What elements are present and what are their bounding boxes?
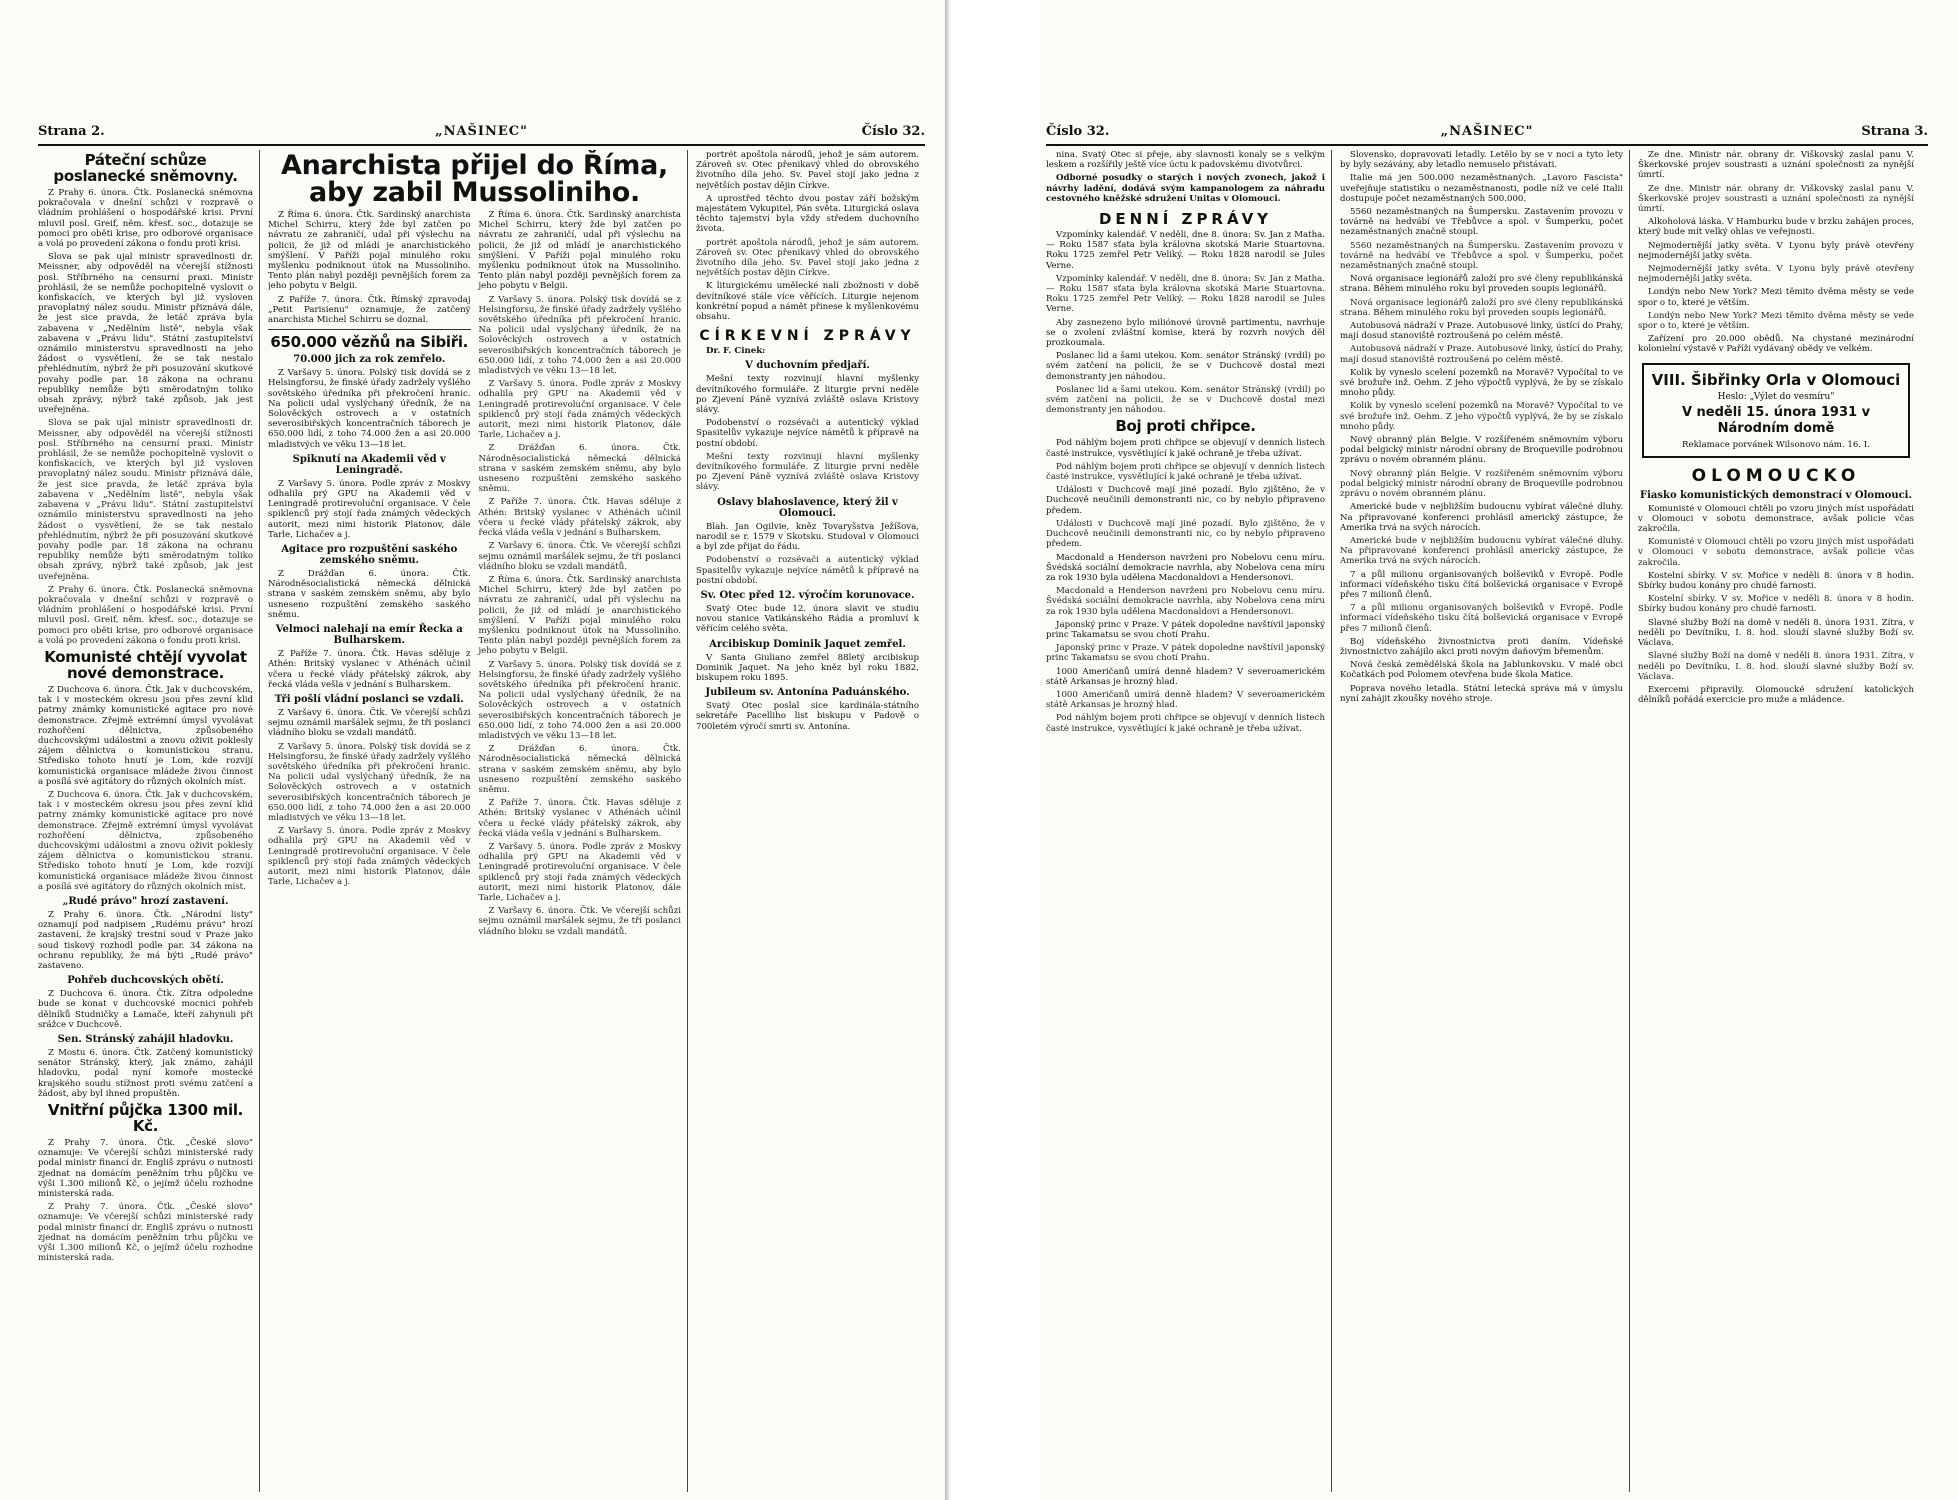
article-paragraph: Londýn nebo New York? Mezi těmito dvěma městy se vede spor o to, které je větším. <box>1638 287 1914 308</box>
article-subheadline: Arcibiskup Dominik Jaquet zemřel. <box>709 638 906 650</box>
article-paragraph: Z Říma 6. února. Čtk. Sardinský anarchista Michel Schirru, který žde byl zatčen po návratu ze zahraničí, udal při výslechu na policii, že již od mládí je anarchistického smýšlení. V Paříži pojal minulého roku myšlenku podniknout útok na Mussoliniho. Tento plán nabyl později pevnějších forem za jeho pobytu v Belgii. <box>268 210 471 292</box>
article-paragraph: Poslanec lid a šami utekou. Kom. senátor Stránský (vrdil) po svém zatčení na policii, že se v Duchcově dostal mezi demonstranty jen náhodou. <box>1046 384 1325 416</box>
article-paragraph: 7 a půl milionu organisovaných bolševiků v Evropě. Podle informací vídeňského tisku čítá bolševická organisace v Evropě přes 7 milionů členů. <box>1340 603 1623 634</box>
page-fold-shadow <box>945 0 951 1500</box>
article-subheadline: Velmoci nalehají na emír Řecka a Bulharskem. <box>275 624 463 647</box>
left-col-3 <box>696 150 925 1492</box>
article-paragraph: Kostelní sbírky. V sv. Mořice v neděli 8. února v 8 hodin. Sbírky budou konány pro chudé farnosti. <box>1638 570 1914 592</box>
article-paragraph: Z Varšavy 6. února. Čtk. Ve včerejší schůzi sejmu oznámil maršálek sejmu, že tři poslanci vládního bloku se vzdali mandátů. <box>478 906 681 937</box>
article-paragraph: Mešní texty rozvinují hlavní myšlenky devítníkového formuláře. Z liturgie první neděle po Zjevení Páně vyznívá zvláště oslava Kristovy slávy. <box>696 374 919 416</box>
article-paragraph: Kolik by vyneslo scelení pozemků na Moravě? Vypočítal to ve své brožuře inž. Oehm. Z jeho výpočtů vyplývá, že by se získalo mnoho půdy. <box>1340 401 1623 432</box>
article-paragraph: Alkoholová láska. V Hamburku bude v brzku zahájen proces, který bude mít velký ohlas ve veřejnosti. <box>1638 217 1914 238</box>
article-paragraph: Z Drážďan 6. února. Čtk. Národněsocialistická německá dělnická strana v saském zemském sněmu, aby bylo usneseno rozpuštění zemského saského sněmu. <box>268 569 471 620</box>
left-issue-number: Číslo 32. <box>861 124 925 139</box>
sub-column <box>268 210 471 940</box>
article-paragraph: Nejmodernější jatky světa. V Lyonu byly právě otevřeny nejmodernější jatky světa. <box>1638 240 1914 261</box>
article-paragraph: Podobenství o rozsévači a autentický výklad Spasitelův vykazuje nejvíce námětů k přípravě na postní období. <box>696 555 919 586</box>
article-paragraph: Americké bude v nejbližším budoucnu vybírat válečné dluhy. Na připravované konferenci prohlásil americký zástupce, že Amerika trvá na svých nárocích. <box>1340 502 1623 533</box>
lead-headline: Anarchista přijel do Říma, aby zabil Mussoliniho. <box>281 150 668 208</box>
article-paragraph: Macdonald a Henderson navrženi pro Nobelovu cenu míru. Švédská sociální demokracie navrhla, aby Nobelova cena míru za rok 1930 byla udělena Macdonaldovi a Hendersonovi. <box>1046 552 1325 583</box>
article-paragraph: Odborné posudky o starých i nových zvonech, jakož i návrhy ladění, dodává svým kampanologem za náhradu cestovného kněžské sdružení Unitas v Olomouci. <box>1046 173 1325 204</box>
article-paragraph: Události v Duchcově mají jiné pozadí. Bylo zjištěno, že v Duchcově neučinili demonstranti nic, co by nebylo připraveno předem. <box>1046 518 1325 550</box>
article-paragraph: Blah. Jan Ogilvie, kněz Tovaryšstva Ježíšova, narodil se r. 1579 v Skotsku. Studoval v Olomouci a byl zde přijat do řádu. <box>696 521 919 553</box>
article-paragraph: Z Varšavy 5. února. Podle zpráv z Moskvy odhalila prý GPU na Akademii věd v Leningradě protirevoluční organisace. V čele spiklenců prý stojí řada známých vědeckých autorit, mezi nimi historik Platonov, dále Tarle, Lichačev a j. <box>478 841 681 903</box>
page-gutter <box>945 0 1040 1500</box>
article-paragraph: Pod náhlým bojem proti chřipce se objevují v denních listech časté instrukce, vysvětlující k jaké ochraně je třeba užívat. <box>1046 713 1325 734</box>
article-paragraph: Z Varšavy 5. února. Polský tisk dovídá se z Helsingforsu, že finské úřady zadržely vyšlého sovětského úředníka při překročení hranic. Na policii udal vyslýchaný úředník, že na Solověckých ostrovech a v ostatních severosibiřských koncentračních táborech je 650.000 lidí, z toho 74.000 žen a asi 20.000 mladistvých ve věku 13—18 let. <box>268 368 471 450</box>
article-paragraph: Z Prahy 6. února. Čtk. „Národní listy" oznamují pod nadpisem „Rudému právu" hrozí zastavení, že krajský trestní soud v Praze jako soud tiskový rozhodl podle par. 34 zákona na ochranu republiky, že má býti „Rudé právo" zastaveno. <box>38 910 253 972</box>
article-paragraph: 5560 nezaměstnaných na Šumpersku. Zastavením provozu v továrně na hedvábí ve Třebůvce a spol. v Šumperku, počet nezaměstnaných značně stoupl. <box>1340 207 1623 238</box>
article-paragraph: Z Varšavy 6. února. Čtk. Ve včerejší schůzi sejmu oznámil maršálek sejmu, že tři poslanci vládního bloku se vzdali mandátů. <box>478 541 681 572</box>
article-paragraph: 7 a půl milionu organisovaných bolševiků v Evropě. Podle informací vídeňského tisku čítá bolševická organisace v Evropě přes 7 milionů členů. <box>1340 569 1623 600</box>
article-paragraph: Slova se pak ujal ministr spravedlnosti dr. Meissner, aby odpověděl na včerejší stížnosti posl. Stříbrného na censurní praxi. Ministr prohlásil, že se nemůže pochopitelně vyslovit o konfiskacích, ve kterých byl již vysloven pravoplatný nález soudu. Ministr přiznává dále, že jest sice pravda, že letáč zpráva byla zabavena v „Nedělním listě", nebyla však zabavena v „Právu lidu". Státní zastupitelství oznámilo ministerstvu spravedlnosti na jeho žádost o vysvětlení, že se tak nestalo přehlédnutím, nýbrž že při posuzování skutkové povahy podle par. 18 zákona na ochranu republiky nemůže býti směrodatným toliko obsah zprávy, nýbrž také způsob, jak jest uveřejněna. <box>38 418 253 582</box>
section-title-daily-news: DENNÍ ZPRÁVY <box>1098 210 1273 229</box>
article-paragraph: Macdonald a Henderson navrženi pro Nobelovu cenu míru. Švédská sociální demokracie navrhla, aby Nobelova cena míru za rok 1930 byla udělena Macdonaldovi a Hendersonovi. <box>1046 586 1325 617</box>
article-paragraph: Z Paříže 7. února. Čtk. Havas sděluje z Athén: Britský vyslanec v Athénách učinil včera u řecké vlády přátelský zákrok, aby řecká vláda vešla v jednání s Bulharskem. <box>478 798 681 839</box>
article-paragraph: Mešní texty rozvinují hlavní myšlenky devítníkového formuláře. Z liturgie první neděle po Zjevení Páně vyznívá zvláště oslava Kristovy slávy. <box>696 451 919 493</box>
article-subheadline: 70.000 jich za rok zemřelo. <box>293 354 446 366</box>
divider <box>268 329 471 330</box>
article-paragraph: Kostelní sbírky. V sv. Mořice v neděli 8. února v 8 hodin. Sbírky budou konány pro chudé farnosti. <box>1638 594 1914 615</box>
article-paragraph: Slavné služby Boží na domě v neděli 8. února 1931. Zítra, v neděli po Devítníku, I. 8. hod. slouží slavné služby Boží sv. Václava. <box>1638 617 1914 649</box>
article-paragraph: Z Prahy 6. února. Čtk. Poslanecká sněmovna pokračovala v dnešní schůzi v rozpravě o vládním prohlášení o hospodářské krisi. První mluvil posl. Greif, něm. křesť. soc., dotazuje se pomoci pro oběti krise, pro odborové organisace a volá po provedení zákona o fondu proti krisi. <box>38 584 253 646</box>
article-headline: Boj proti chřipce. <box>1115 417 1256 436</box>
article-paragraph: Japonský princ v Praze. V pátek dopoledne navštívil japonský princ Takamatsu se svou chotí Prahu. <box>1046 619 1325 640</box>
article-paragraph: Nová organisace legionářů založí pro své členy republikánská strana. Během minulého roku byl proveden soupis legionářů. <box>1340 274 1623 295</box>
article-paragraph: Z Varšavy 5. února. Polský tisk dovídá se z Helsingforsu, že finské úřady zadržely vyšlého sovětského úředníka při překročení hranic. Na policii udal vyslýchaný úředník, že na Solověckých ostrovech a v ostatních severosibiřských koncentračních táborech je 650.000 lidí, z toho 74.000 žen a asi 20.000 mladistvých ve věku 13—18 let. <box>478 659 681 741</box>
article-paragraph: Autobusová nádraží v Praze. Autobusové linky, ústící do Prahy, mají dosud stanoviště roztroušená po celém městě. <box>1340 344 1623 365</box>
article-paragraph: Z Varšavy 5. února. Polský tisk dovídá se z Helsingforsu, že finské úřady zadržely vyšlého sovětského úředníka při překročení hranic. Na policii udal vyslýchaný úředník, že na Solověckých ostrovech a v ostatních severosibiřských koncentračních táborech je 650.000 lidí, z toho 74.000 žen a asi 20.000 mladistvých ve věku 13—18 let. <box>268 741 471 823</box>
article-paragraph: Z Drážďan 6. února. Čtk. Národněsocialistická německá dělnická strana v saském zemském sněmu, aby bylo usneseno rozpuštění zemského saského sněmu. <box>478 744 681 795</box>
article-paragraph: Zařízení pro 20.000 obědů. Na chystané mezinárodní kolonielní výstavě v Paříži vydávaný obědy ve velkém. <box>1638 334 1914 355</box>
left-masthead-title: „NAŠINEC" <box>435 124 528 139</box>
article-paragraph: Z Varšavy 5. února. Podle zpráv z Moskvy odhalila prý GPU na Akademii věd v Leningradě protirevoluční organisace. V čele spiklenců prý stojí řada známých vědeckých autorit, mezi nimi historik Platonov, dále Tarle, Lichačev a j. <box>268 478 471 540</box>
left-columns <box>38 150 933 1492</box>
right-issue-number: Číslo 32. <box>1046 124 1110 139</box>
article-paragraph: Boj vídeňského živnostnictva proti daním. Vídeňské živnostnictvo zahájilo akci proti novým daňovým břemenům. <box>1340 636 1623 657</box>
article-subheadline: Pohřeb duchcovských obětí. <box>67 975 224 987</box>
event-advertisement-box <box>1642 363 1910 458</box>
article-paragraph: V Santa Giuliano zemřel 88letý arcibiskup Dominik Jaquet. Na jeho kněz byl roku 1882, biskupem roku 1895. <box>696 652 919 683</box>
article-paragraph: Z Duchcova 6. února. Čtk. Zítra odpoledne bude se konat v duchcovské mocnici pohřeb dělníků Studničky a Lamače, kteří zahynuli při srážce v Duchcově. <box>38 989 253 1030</box>
article-subheadline: Sv. Otec před 12. výročím korunovace. <box>700 589 915 601</box>
article-paragraph: Londýn nebo New York? Mezi těmito dvěma městy se vede spor o to, které je větším. <box>1638 310 1914 332</box>
article-paragraph: Z Varšavy 5. února. Polský tisk dovídá se z Helsingforsu, že finské úřady zadržely vyšlého sovětského úředníka při překročení hranic. Na policii udal vyslýchaný úředník, že na Solověckých ostrovech a v ostatních severosibiřských koncentračních táborech je 650.000 lidí, z toho 74.000 žen a asi 20.000 mladistvých ve věku 13—18 let. <box>478 294 681 377</box>
ad-title: VIII. Šibřinky Orla v Olomouci <box>1651 370 1901 389</box>
article-paragraph: Svatý Otec bude 12. února slavit ve studiu novou stanice Vatikánského Rádia a promluví k věřícím celého světa. <box>696 603 919 635</box>
ad-footer: Reklamace porvánek Wilsonovo nám. 16. I. <box>1682 439 1870 450</box>
left-newspaper-page <box>0 0 945 1500</box>
article-paragraph: Ze dne. Ministr nár. obrany dr. Viškovský zaslal panu V. Škerkovské projev soustrasti a uznání společnosti za nynější úmrtí. <box>1638 183 1914 215</box>
article-paragraph: Kolik by vyneslo scelení pozemků na Moravě? Vypočítal to ve své brožuře inž. Oehm. Z jeho výpočtů vyplývá, že by se získalo mnoho půdy. <box>1340 367 1623 399</box>
article-paragraph: Italie má jen 500.000 nezaměstnaných. „Lavoro Fascista" uveřejňuje statistiku o nezaměstnanosti, podle níž ve celé Italii dostupuje počet nezaměstnaných 500.000. <box>1340 173 1623 204</box>
article-paragraph: Z Říma 6. února. Čtk. Sardinský anarchista Michel Schirru, který žde byl zatčen po návratu ze zahraničí, udal při výslechu na policii, že již od mládí je anarchistického smýšlení. V Paříži pojal minulého roku myšlenku podniknout útok na Mussoliniho. Tento plán nabyl později pevnějších forem za jeho pobytu v Belgii. <box>478 210 681 292</box>
article-paragraph: Z Paříže 7. února. Čtk. Havas sděluje z Athén: Britský vyslanec v Athénách učinil včera u řecké vlády přátelský zákrok, aby řecká vláda vešla v jednání s Bulharskem. <box>268 649 471 690</box>
section-title-olomoucko: OLOMOUCKO <box>1691 465 1861 486</box>
article-paragraph: Pod náhlým bojem proti chřipce se objevují v denních listech časté instrukce, vysvětlující k jaké ochraně je třeba užívat. <box>1046 438 1325 459</box>
article-subheadline: Tři pošlí vládní poslanci se vzdali. <box>274 693 464 705</box>
left-col-1 <box>38 150 260 1492</box>
article-paragraph: Poslanec lid a šami utekou. Kom. senátor Stránský (vrdil) po svém zatčení na policii, že se v Duchcově dostal mezi demonstranty jen náhodou. <box>1046 351 1325 382</box>
article-paragraph: K liturgickému umělecké nalí zbožnosti v době devítníkové stále více věřících. Liturgie nejenom konkrétní popud a námět přinese k myšlenkovému obsahu. <box>696 281 919 323</box>
article-headline: Páteční schůze poslanecké sněmovny. <box>53 151 238 185</box>
article-paragraph: 1000 Američanů umírá denně hladem? V severoamerickém státě Arkansas je hrozný hlad. <box>1046 689 1325 711</box>
sub-column <box>479 210 682 940</box>
article-paragraph: Americké bude v nejbližším budoucnu vybírat válečné dluhy. Na připravované konferenci prohlásil americký zástupce, že Amerika trvá na svých nárocích. <box>1340 535 1623 567</box>
article-subheadline: Fiasko komunistických demonstrací v Olomouci. <box>1640 489 1912 501</box>
article-paragraph: Exercemi připravily. Olomoucké sdružení katolických dělníků pořádá exercicie pro muže a mládence. <box>1638 684 1914 706</box>
article-subheadline: „Rudé právo" hrozí zastavení. <box>62 896 229 907</box>
article-paragraph: 5560 nezaměstnaných na Šumpersku. Zastavením provozu v továrně na hedvábí ve Třebůvce a spol. v Šumperku, počet nezaměstnaných značně stoupl. <box>1340 240 1623 272</box>
article-paragraph: Z Říma 6. února. Čtk. Sardinský anarchista Michel Schirru, který žde byl zatčen po návratu ze zahraničí, udal při výslechu na policii, že již od mládí je anarchistického smýšlení. V Paříži pojal minulého roku myšlenku podniknout útok na Mussoliniho. Tento plán nabyl později pevnějších forem za jeho pobytu v Belgii. <box>478 574 681 657</box>
article-paragraph: 1000 Američanů umírá denně hladem? V severoamerickém státě Arkansas je hrozný hlad. <box>1046 666 1325 687</box>
article-paragraph: Z Varšavy 6. února. Čtk. Ve včerejší schůzi sejmu oznámil maršálek sejmu, že tři poslanci vládního bloku se vzdali mandátů. <box>268 707 471 739</box>
article-paragraph: Z Paříže 7. února. Čtk. Římský zpravodaj „Petit Parisienu" oznamuje, že zatčený anarchista Michel Schirru se doznal. <box>268 294 471 326</box>
article-headline: Vnitřní půjčka 1300 mil. Kč. <box>47 1101 244 1136</box>
article-paragraph: Nový obranný plán Belgie. V rozšířeném sněmovním výboru podal belgický ministr národní obrany de Broqueville podrobnou zprávu o novém obranném plánu. <box>1340 435 1623 466</box>
article-paragraph: nina. Svatý Otec si přeje, aby slavnosti konaly se s velkým leskem a rozšířily ještě více úctu k padovskému divotvůrci. <box>1046 150 1325 171</box>
article-paragraph: Z Mostu 6. února. Čtk. Zatčený komunistický senátor Stránský, který, jak známo, zahájil hladovku, podal nyní komoře mostecké krajského soudu stížnost proti svému zatčení a žádost, aby byl ihned propuštěn. <box>38 1048 253 1099</box>
article-paragraph: Autobusová nádraží v Praze. Autobusové linky, ústící do Prahy, mají dosud stanoviště roztroušená po celém městě. <box>1340 321 1623 342</box>
lead-article-body <box>268 210 681 940</box>
article-byline: Dr. F. Cinek: <box>706 346 766 357</box>
article-paragraph: Z Duchcova 6. února. Čtk. Jak v duchcovském, tak i v mosteckém okresu jsou přes zevní klid patrny známky komunistické agitace pro nové demonstrace. Zřejmě extrémní úmysl vyvolávat rozhořčení dělnictva, způsobeného duchcovskými událostmi a znovu oživit poklesly zájem dělnictva o komunistickou stranu. Středisko tohoto hnutí je Lom, kde rozvíjí komunistická organisace mládeže živou činnost a posílá své agitátory do různých okolních míst. <box>38 789 253 892</box>
right-masthead-title: „NAŠINEC" <box>1440 124 1534 139</box>
article-subheadline: Oslavy blahoslavence, který žil v Olomouci. <box>717 496 898 519</box>
right-col-3 <box>1638 150 1920 1492</box>
article-paragraph: Z Prahy 7. února. Čtk. „České slovo" oznamuje: Ve včerejší schůzi ministerské rady podal ministr financí dr. Engliš zprávu o nutnosti zjednat na domácím peněžním trhu půjčku ve výši 1.300 milionů Kč, o jejímž účelu rozhodne ministerská rada. <box>38 1138 253 1200</box>
left-page-number: Strana 2. <box>38 124 105 139</box>
article-paragraph: portrét apoštola národů, jehož je sám autorem. Zároveň sv. Otec přenikavý vhled do obrovského životního díla jeho. Sv. Pavel stojí jako jedna z největších postav dějin Církve. <box>696 237 919 279</box>
article-paragraph: Nová organisace legionářů založí pro své členy republikánská strana. Během minulého roku byl proveden soupis legionářů. <box>1340 297 1623 318</box>
article-paragraph: Svatý Otec poslal sice kardinála-státního sekretáře Pacelliho list biskupu v Padově o 700letém výročí smrti sv. Antonína. <box>696 701 919 732</box>
right-columns <box>1046 150 1928 1492</box>
article-headline: 650.000 vězňů na Sibiři. <box>270 333 469 352</box>
article-paragraph: Z Drážďan 6. února. Čtk. Národněsocialistická německá dělnická strana v saském zemském sněmu, aby bylo usneseno rozpuštění zemského saského sněmu. <box>478 443 681 495</box>
left-col-2 <box>268 150 688 1492</box>
article-paragraph: Podobenství o rozsévači a autentický výklad Spasitelův vykazuje nejvíce námětů k přípravě na postní období. <box>696 418 919 449</box>
article-paragraph: Japonský princ v Praze. V pátek dopoledne navštívil japonský princ Takamatsu se svou chotí Prahu. <box>1046 643 1325 664</box>
article-paragraph: Z Varšavy 5. února. Podle zpráv z Moskvy odhalila prý GPU na Akademii věd v Leningradě protirevoluční organisace. V čele spiklenců prý stojí řada známých vědeckých autorit, mezi nimi historik Platonov, dále Tarle, Lichačev a j. <box>478 379 681 441</box>
right-page-number: Strana 3. <box>1861 124 1928 139</box>
article-paragraph: Události v Duchcově mají jiné pozadí. Bylo zjištěno, že v Duchcově neučinili demonstranti nic, co by nebylo připraveno předem. <box>1046 485 1325 516</box>
ad-date-venue: V neděli 15. února 1931 v Národním domě <box>1681 404 1871 436</box>
article-paragraph: Nejmodernější jatky světa. V Lyonu byly právě otevřeny nejmodernější jatky světa. <box>1638 264 1914 285</box>
article-paragraph: Nový obranný plán Belgie. V rozšířeném sněmovním výboru podal belgický ministr národní obrany de Broqueville podrobnou zprávu o novém obranném plánu. <box>1340 468 1623 500</box>
article-subheadline: Agitace pro rozpuštění saského zemského sněmu. <box>281 544 458 567</box>
article-paragraph: portrét apoštola národů, jehož je sám autorem. Zároveň sv. Otec přenikavý vhled do obrovského životního díla jeho. Sv. Pavel stojí jako jedna z největších postav dějin Církve. <box>696 150 919 191</box>
article-paragraph: Vzpomínky kalendář. V neděli, dne 8. února: Sv. Jan z Matha. — Roku 1587 sťata byla královna skotská Marie Stuartovna. Roku 1725 zemřel Petr Veliký. — Roku 1828 narodil se Jules Verne. <box>1046 273 1325 315</box>
article-paragraph: Slovensko, dopravovati letadly. Letělo by se v noci a tyto lety by byly sezávány, aby letadlo nemuselo přistávati. <box>1340 150 1623 171</box>
article-paragraph: Z Prahy 7. února. Čtk. „České slovo" oznamuje: Ve včerejší schůzi ministerské rady podal ministr financí dr. Engliš zprávu o nutnosti zjednat na domácím peněžním trhu půjčku ve výši 1.300 milionů Kč, o jejímž účelu rozhodne ministerská rada. <box>38 1202 253 1264</box>
article-paragraph: Komunisté v Olomouci chtěli po vzoru jiných míst uspořádati v Olomouci v sobotu demonstrace, avšak policie včas zakročila. <box>1638 503 1914 535</box>
article-paragraph: Poprava nového letadla. Státní letecká správa má v úmyslu nyní zahájit zkoušky nového stroje. <box>1340 683 1623 704</box>
article-paragraph: Pod náhlým bojem proti chřipce se objevují v denních listech časté instrukce, vysvětlující k jaké ochraně je třeba užívat. <box>1046 461 1325 483</box>
section-title-church-news: CÍRKEVNÍ ZPRÁVY <box>699 328 916 345</box>
right-col-2 <box>1340 150 1630 1492</box>
article-paragraph: Z Prahy 6. února. Čtk. Poslanecká sněmovna pokračovala v dnešní schůzi v rozpravě o vládním prohlášení o hospodářské krisi. První mluvil posl. Greif, něm. křesť. soc., dotazuje se pomoci pro oběti krise, pro odborové organisace a volá po provedení zákona o fondu proti krisi. <box>38 188 253 250</box>
right-newspaper-page <box>1040 0 1958 1500</box>
article-paragraph: Komunisté v Olomouci chtěli po vzoru jiných míst uspořádati v Olomouci v sobotu demonstrace, avšak policie včas zakročila. <box>1638 537 1914 568</box>
right-running-header <box>1046 124 1928 146</box>
article-headline: Komunisté chtějí vyvolat nové demonstrace. <box>44 647 247 682</box>
article-paragraph: Z Varšavy 5. února. Podle zpráv z Moskvy odhalila prý GPU na Akademii věd v Leningradě protirevoluční organisace. V čele spiklenců prý stojí řada známých vědeckých autorit, mezi nimi historik Platonov, dále Tarle, Lichačev a j. <box>268 826 471 888</box>
article-subheadline: V duchovním předjaří. <box>745 360 870 372</box>
article-paragraph: Z Paříže 7. února. Čtk. Havas sděluje z Athén: Britský vyslanec v Athénách učinil včera u řecké vlády přátelský zákrok, aby řecká vláda vešla v jednání s Bulharskem. <box>478 497 681 539</box>
article-paragraph: Vzpomínky kalendář. V neděli, dne 8. února: Sv. Jan z Matha. — Roku 1587 sťata byla královna skotská Marie Stuartovna. Roku 1725 zemřel Petr Veliký. — Roku 1828 narodil se Jules Verne. <box>1046 230 1325 271</box>
left-running-header <box>38 124 925 146</box>
right-col-1 <box>1046 150 1332 1492</box>
article-paragraph: Aby zasnezeno bylo miliónové úrovně partimentu, navrhuje se o zvolení zvláštní komise, která by rozvrh nových děl prozkoumala. <box>1046 317 1325 349</box>
article-paragraph: Z Duchcova 6. února. Čtk. Jak v duchcovském, tak i v mosteckém okresu jsou přes zevní klid patrny známky komunistické agitace pro nové demonstrace. Zřejmě extrémní úmysl vyvolávat rozhořčení dělnictva, způsobeného duchcovskými událostmi a znovu oživit poklesly zájem dělnictva o komunistickou stranu. Středisko tohoto hnutí je Lom, kde rozvíjí komunistická organisace mládeže živou činnost a posílá své agitátory do různých okolních míst. <box>38 684 253 787</box>
article-subheadline: Jubileum sv. Antonína Paduánského. <box>705 687 910 699</box>
article-paragraph: Ze dne. Ministr nár. obrany dr. Viškovský zaslal panu V. Škerkovské projev soustrasti a uznání společnosti za nynější úmrtí. <box>1638 150 1914 181</box>
article-subheadline: Sen. Stránský zahájil hladovku. <box>57 1034 234 1046</box>
article-paragraph: Nová česká zemědělská škola na Jablunkovsku. V malé obci Kočatkách pod Polomem otevřena bude škola Matice. <box>1340 660 1623 681</box>
article-paragraph: A uprostřed těchto dvou postav září božským majestátem Vykupitel, Pán světa. Liturgická oslava těchto tajemství byla vždy středem duchovního života. <box>696 193 919 235</box>
article-paragraph: Slova se pak ujal ministr spravedlnosti dr. Meissner, aby odpověděl na včerejší stížnosti posl. Stříbrného na censurní praxi. Ministr prohlásil, že se nemůže pochopitelně vyslovit o konfiskacích, ve kterých byl již vysloven pravoplatný nález soudu. Ministr přiznává dále, že jest sice pravda, že letáč zpráva byla zabavena v „Nedělním listě", nebyla však zabavena v „Právu lidu". Státní zastupitelství oznámilo ministerstvu spravedlnosti na jeho žádost o vysvětlení, že se tak nestalo přehlédnutím, nýbrž že při posuzování skutkové povahy podle par. 18 zákona na ochranu republiky nemůže býti směrodatným toliko obsah zprávy, nýbrž také způsob, jak jest uveřejněna. <box>38 252 253 416</box>
ad-motto: Heslo: „Výlet do vesmíru" <box>1717 391 1835 402</box>
article-paragraph: Slavné služby Boží na domě v neděli 8. února 1931. Zítra, v neděli po Devítníku, I. 8. hod. slouží slavné služby Boží sv. Václava. <box>1638 651 1914 682</box>
article-subheadline: Spiknutí na Akademii věd v Leningradě. <box>292 453 446 476</box>
